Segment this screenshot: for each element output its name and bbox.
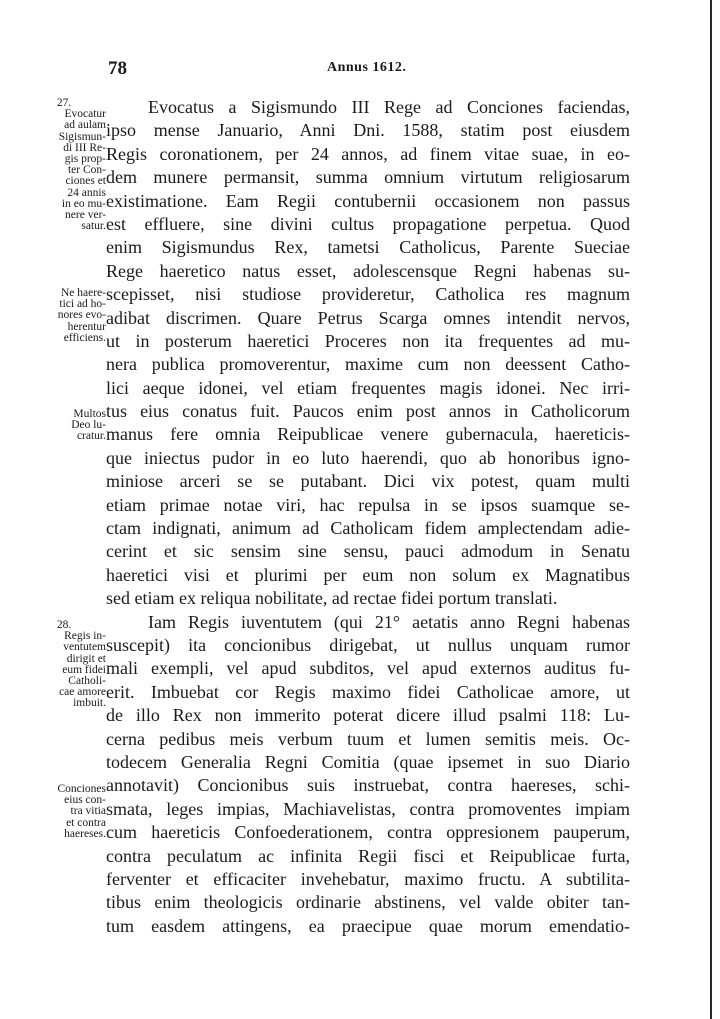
margin-note-line: tici ad ho- [59, 298, 106, 311]
margin-note [30, 620, 106, 710]
text-line: sed etiam ex reliqua nobilitate, ad rectae fidei portum translati. [106, 588, 558, 609]
text-line: mali exempli, vel apud subditos, vel apud externos auditus fu- [106, 658, 630, 679]
text-line: ipso mense Januario, Anni Dni. 1588, statim post eiusdem [106, 120, 630, 141]
margin-note-line: 24 annis [67, 186, 106, 199]
margin-note-line: efficiens. [63, 331, 106, 344]
margin-note-number: 28. [56, 619, 72, 631]
text-line: enim Sigismundus Rex, tametsi Catholicus, Parente Sueciae [106, 237, 630, 258]
main-text [56, 96, 630, 938]
text-line: suscepit) ita concionibus dirigebat, ut nullus unquam rumor [106, 634, 630, 655]
margin-note-line: nores evo- [57, 309, 106, 322]
running-head: Annus 1612. [327, 60, 407, 75]
margin-note-line: di III Re- [63, 141, 106, 154]
margin-note-line: ciones et [65, 175, 106, 188]
margin-note-line: dirigit et [66, 652, 106, 665]
margin-note [30, 409, 106, 443]
margin-note-line: ventutem [63, 641, 106, 654]
text-line: nera publica promoverentur, maxime cum non deessent Catho- [106, 354, 630, 375]
margin-note-line: cae amore [59, 686, 106, 699]
margin-note-line: ter Con- [67, 164, 106, 177]
text-line: ferventer et efficaciter invehebatur, maximo fructu. A subtilita- [106, 868, 630, 889]
margin-note-line: satur. [81, 220, 106, 233]
text-line: ctam indignati, animum ad Catholicam fidem amplectendam adie- [106, 518, 630, 539]
margin-note-line: eius con- [64, 794, 106, 807]
text-line: Regis coronationem, per 24 annos, ad finem vitae suae, in eo- [106, 143, 630, 164]
text-line: cum haereticis Confoederationem, contra oppresionem pauperum, [106, 822, 630, 843]
text-line: tus eius conatus fuit. Paucos enim post annos in Catholicorum [106, 401, 630, 422]
text-line: lici aeque idonei, vel etiam frequentes magis idonei. Nec irri- [106, 377, 630, 398]
text-line: ut in posterum haeretici Proceres non ita frequentes ad mu- [106, 330, 630, 351]
text-line: erit. Imbuebat cor Regis maximo fidei Catholicae amore, ut [106, 681, 630, 702]
text-line: todecem Generalia Regni Comitia (quae ipsemet in suo Diario [106, 751, 630, 772]
margin-note-line: Sigismun- [58, 130, 106, 143]
margin-note [30, 98, 106, 232]
margin-note-line: in eo mu- [61, 197, 106, 210]
margin-note-line: gis prop- [64, 153, 106, 166]
margin-note-line: tra vitia [70, 805, 106, 818]
text-line: smata, leges impias, Machiavelistas, contra promoventes impiam [106, 798, 630, 819]
text-line: Evocatus a Sigismundo III Rege ad Conciones faciendas, [148, 97, 630, 117]
text-line: dem munere permansit, summa omnium virtutum religiosarum [106, 167, 630, 188]
text-lines [106, 96, 630, 938]
margin-note-line: cratur. [76, 430, 106, 443]
margin-note-line: et contra [66, 816, 106, 829]
margin-note-line: Ne haere- [60, 287, 106, 299]
text-line: que iniectus pudor in eo luto haerendi, quo ab honoribus igno- [106, 447, 630, 468]
text-line: cerna pedibus meis verbum tuum et lumen semitis meis. Oc- [106, 728, 630, 749]
text-line: manus fere omnia Reipublicae venere gubernacula, haereticis- [106, 424, 630, 445]
margin-note-line: Deo lu- [71, 419, 106, 432]
text-line: annotavit) Concionibus suis instruebat, contra haereses, schi- [106, 775, 630, 796]
margin-note-line: Conciones [57, 783, 106, 795]
margin-note-line: nere ver- [65, 209, 106, 222]
margin-note-line: Regis in- [64, 630, 106, 643]
text-line: tibus enim theologicis ordinarie abstinens, vel valde obiter tan- [106, 892, 630, 913]
text-line: miniose arceri se se putabant. Dici vix potest, quam multi [106, 471, 630, 492]
page-number: 78 [108, 58, 127, 79]
text-line: haeretici visi et plurimi per eum non solum ex Magnatibus [106, 564, 630, 585]
margin-note-line: Evocatur [64, 108, 106, 121]
text-line: Iam Regis iuventutem (qui 21° aetatis anno Regni habenas [148, 611, 630, 632]
margin-note-line: imbuit. [73, 697, 106, 710]
text-line: adibat discrimen. Quare Petrus Scarga omnes intendit nervos, [106, 307, 630, 328]
margin-note-line: Catholi- [68, 675, 106, 688]
text-line: Rege haeretico natus esset, adolescensque Regni habenas su- [106, 260, 630, 281]
text-line: de illo Rex non immerito poterat dicere illud psalmi 118: Lu- [106, 705, 630, 726]
text-line: tum easdem attingens, ea praecipue quae morum emendatio- [106, 915, 630, 936]
margin-note [30, 288, 106, 344]
text-line: existimatione. Eam Regii contubernii occasionem non passus [106, 190, 630, 211]
text-line: etiam primae notae viri, hac repulsa in se ipsos suamque se- [106, 494, 630, 515]
text-line: est effluere, sine divini cultus propagatione perpetua. Quod [106, 213, 630, 234]
margin-note-line: Multos [73, 408, 106, 420]
margin-note-line: ad aulam [64, 119, 106, 132]
margin-note-line: eum fidei [62, 663, 106, 676]
text-line: scepisset, nisi studiose provideretur, Catholica res magnum [106, 284, 630, 305]
margin-note-number: 27. [56, 97, 72, 109]
page-binding-edge [710, 0, 712, 1019]
margin-note [30, 784, 106, 840]
margin-note-line: haereses. [64, 827, 106, 840]
margin-note-line: herentur [67, 320, 106, 333]
text-line: contra peculatum ac infinita Regii fisci et Reipublicae furta, [106, 845, 630, 866]
text-line: cerint et sic sensim sine sensu, pauci admodum in Senatu [106, 541, 630, 562]
